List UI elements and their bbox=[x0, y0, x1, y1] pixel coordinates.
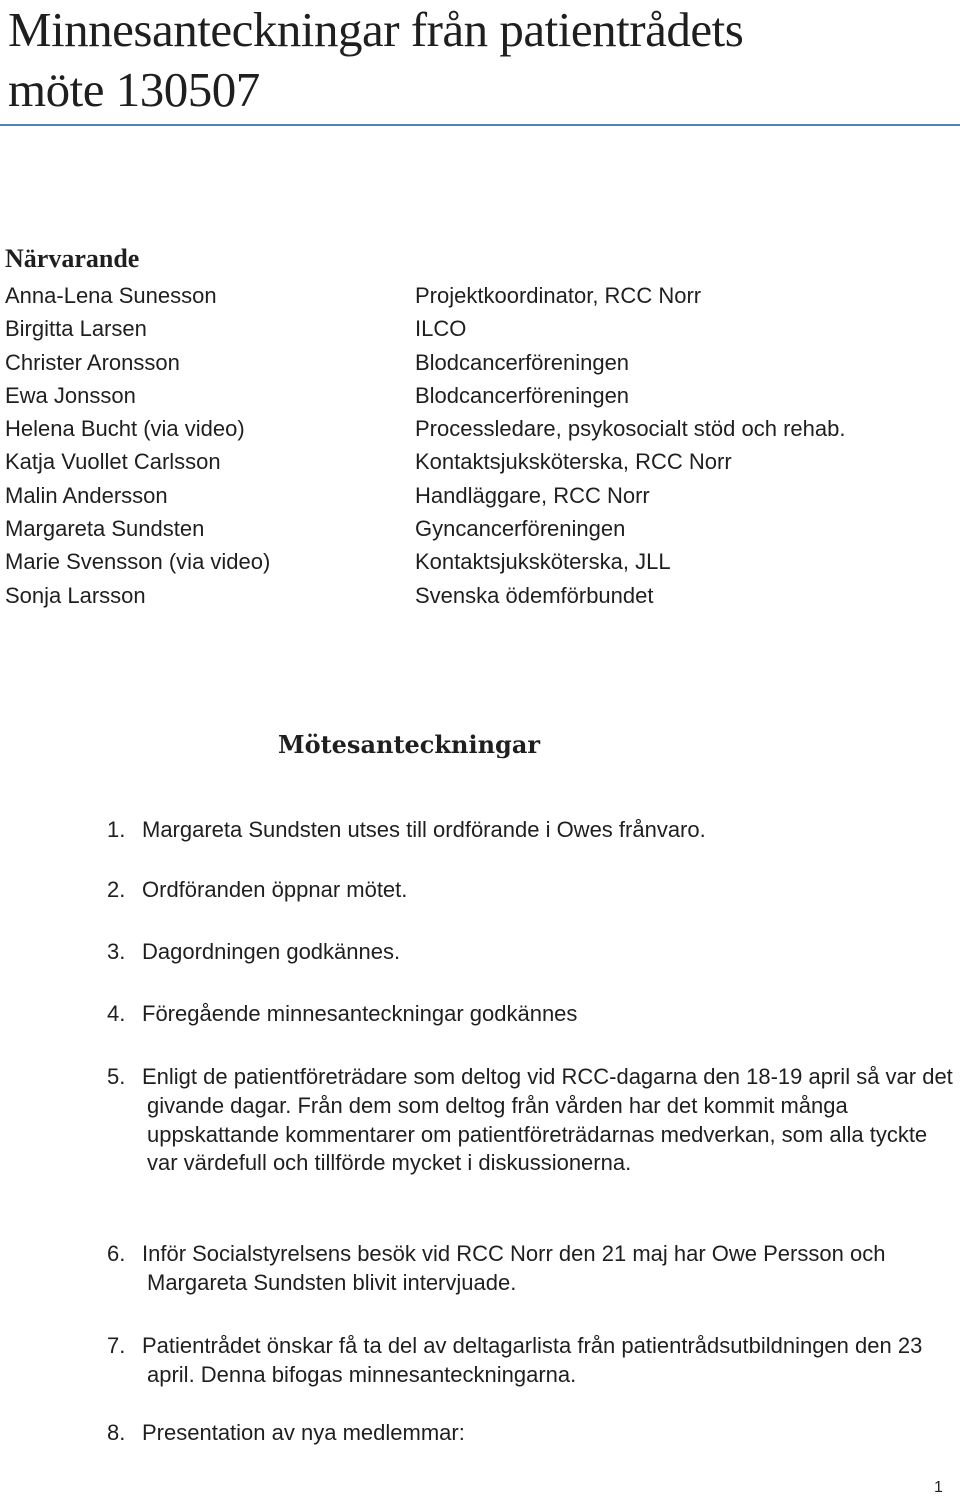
list-item bbox=[107, 876, 957, 905]
list-item-text: Inför Socialstyrelsens besök vid RCC Norr den 21 maj har Owe Persson och Margareta Sundsten blivit intervjuade. bbox=[142, 1241, 886, 1295]
list-item bbox=[107, 816, 957, 845]
list-item-text: Margareta Sundsten utses till ordförande i Owes frånvaro. bbox=[142, 817, 706, 842]
attendee-row bbox=[5, 281, 955, 314]
list-item-text: Presentation av nya medlemmar: bbox=[142, 1420, 465, 1445]
list-item bbox=[107, 1063, 957, 1178]
list-item-number: 3. bbox=[107, 939, 126, 964]
attendee-role: Projektkoordinator, RCC Norr bbox=[415, 283, 702, 308]
attendee-name: Margareta Sundsten bbox=[5, 516, 205, 542]
attendee-row bbox=[5, 581, 955, 614]
list-item bbox=[107, 1332, 957, 1390]
attendee-role: Kontaktsjuksköterska, JLL bbox=[415, 549, 671, 575]
attendee-name: Ewa Jonsson bbox=[5, 382, 136, 408]
attendee-row bbox=[5, 514, 955, 547]
list-item-number: 2. bbox=[107, 877, 126, 902]
attendees-heading: Närvarande bbox=[5, 244, 140, 273]
attendee-name: Anna-Lena Sunesson bbox=[5, 283, 217, 308]
attendee-name: Christer Aronsson bbox=[5, 349, 180, 375]
attendee-row bbox=[5, 314, 955, 347]
notes-heading: Mötesanteckningar bbox=[278, 730, 541, 759]
list-item-number: 6. bbox=[107, 1241, 126, 1266]
attendee-name: Malin Andersson bbox=[5, 482, 168, 508]
attendee-name: Katja Vuollet Carlsson bbox=[5, 449, 221, 475]
attendee-role: Svenska ödemförbundet bbox=[415, 582, 654, 608]
list-item-number: 1. bbox=[107, 817, 126, 842]
document-title-line-2: möte 130507 bbox=[8, 62, 260, 117]
attendee-row bbox=[5, 414, 955, 447]
list-item-number: 7. bbox=[107, 1333, 126, 1358]
attendee-name: Marie Svensson (via video) bbox=[5, 549, 271, 575]
attendee-role: Kontaktsjuksköterska, RCC Norr bbox=[415, 449, 732, 475]
attendee-role: Blodcancerföreningen bbox=[415, 349, 630, 375]
attendee-name: Birgitta Larsen bbox=[5, 316, 147, 342]
list-item-number: 5. bbox=[107, 1064, 126, 1089]
attendee-role: Gyncancerföreningen bbox=[415, 516, 626, 542]
list-item-text: Enligt de patientföreträdare som deltog vid RCC-dagarna den 18-19 april så var det givande dagar. Från dem som deltog från vården har det kommit många uppskattande kommentarer om patientföreträdarnas medverkan, som alla tyckte var värdefull och tillförde mycket i diskussionerna. bbox=[142, 1064, 953, 1176]
attendee-role: Handläggare, RCC Norr bbox=[415, 482, 650, 508]
attendee-row bbox=[5, 447, 955, 480]
document-title bbox=[8, 0, 948, 120]
attendee-role: Processledare, psykosocialt stöd och rehab. bbox=[415, 416, 846, 442]
page-number: 1 bbox=[934, 1479, 943, 1496]
list-item bbox=[107, 1240, 957, 1298]
document-title-line-1: Minnesanteckningar från patientrådets bbox=[8, 2, 744, 57]
attendee-row bbox=[5, 547, 955, 580]
attendee-role: Blodcancerföreningen bbox=[415, 382, 630, 408]
title-divider bbox=[0, 124, 960, 126]
list-item bbox=[107, 1419, 957, 1448]
list-item bbox=[107, 938, 957, 967]
attendee-name: Sonja Larsson bbox=[5, 582, 146, 608]
list-item-text: Dagordningen godkännes. bbox=[142, 939, 401, 964]
list-item-number: 4. bbox=[107, 1001, 126, 1026]
attendee-row bbox=[5, 381, 955, 414]
attendee-name: Helena Bucht (via video) bbox=[5, 416, 245, 442]
list-item-text: Ordföranden öppnar mötet. bbox=[142, 877, 408, 902]
attendee-row bbox=[5, 481, 955, 514]
attendee-role: ILCO bbox=[415, 316, 467, 342]
list-item bbox=[107, 1000, 957, 1029]
attendee-row bbox=[5, 348, 955, 381]
list-item-number: 8. bbox=[107, 1420, 126, 1445]
attendees-list bbox=[5, 281, 955, 614]
list-item-text: Föregående minnesanteckningar godkännes bbox=[142, 1001, 578, 1026]
list-item-text: Patientrådet önskar få ta del av deltagarlista från patientrådsutbildningen den 23 april. Denna bifogas minnesanteckningarna. bbox=[142, 1333, 923, 1387]
